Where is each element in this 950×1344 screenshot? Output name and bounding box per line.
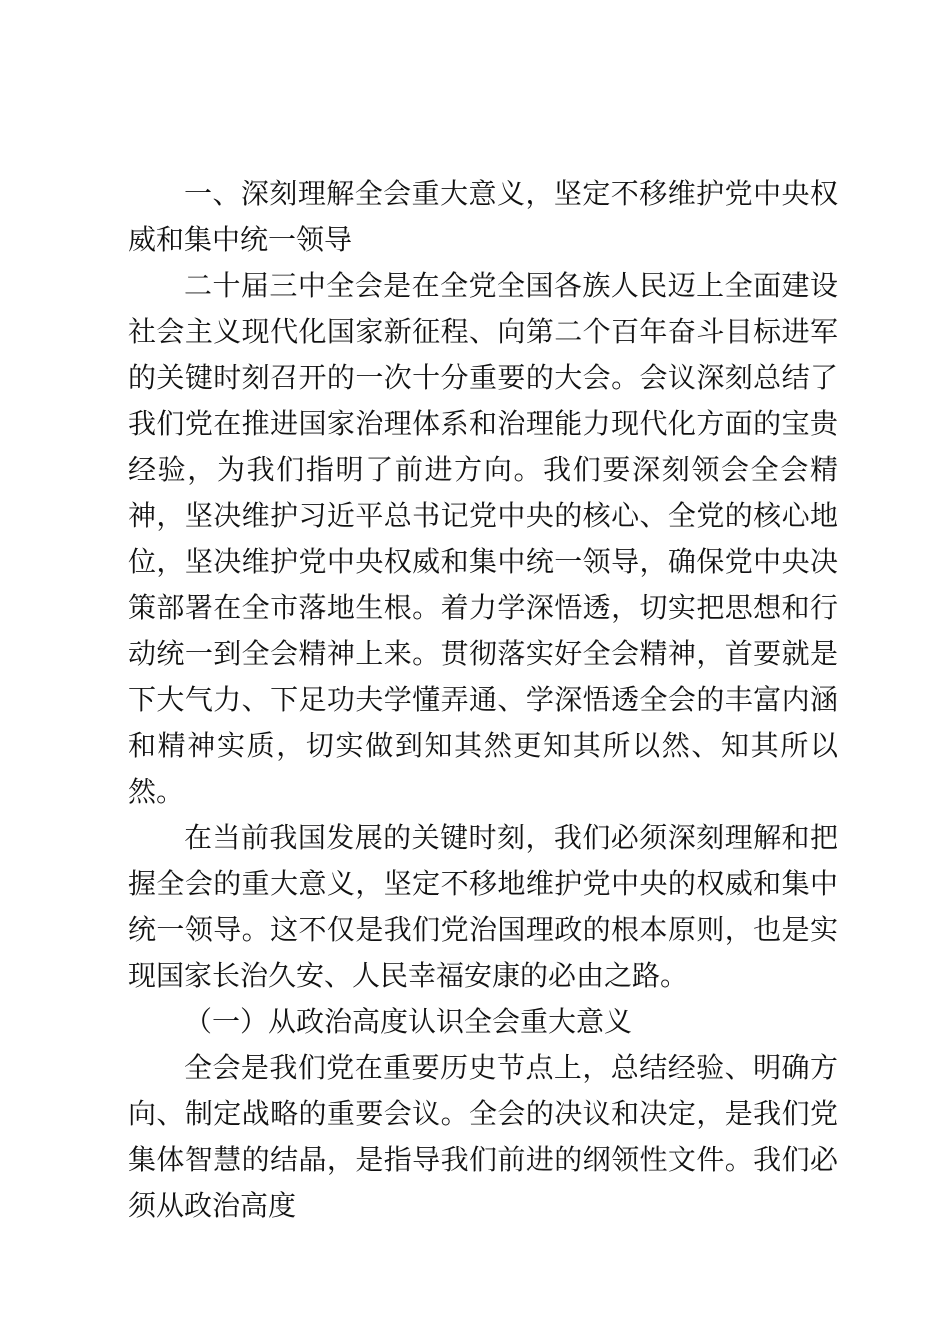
section-heading: 一、深刻理解全会重大意义，坚定不移维护党中央权威和集中统一领导 <box>128 177 838 256</box>
body-paragraph: 二十届三中全会是在全党全国各族人民迈上全面建设社会主义现代化国家新征程、向第二个百年奋斗目标进军的关键时刻召开的一次十分重要的大会。会议深刻总结了我们党在推进国家治理体系和治理能力现代化方面的宝贵经验，为我们指明了前进方向。我们要深刻领会全会精神，坚决维护习近平总书记党中央的核心、全党的核心地位，坚决维护党中央权威和集中统一领导，确保党中央决策部署在全市落地生根。着力学深悟透，切实把思想和行动统一到全会精神上来。贯彻落实好全会精神，首要就是下大气力、下足功夫学懂弄通、学深悟透全会的丰富内涵和精神实质，切实做到知其然更知其所以然、知其所以然。 <box>128 269 838 808</box>
body-paragraph: 全会是我们党在重要历史节点上，总结经验、明确方向、制定战略的重要会议。全会的决议和决定，是我们党集体智慧的结晶，是指导我们前进的纲领性文件。我们必须从政治高度 <box>128 1051 838 1222</box>
subsection-heading: （一）从政治高度认识全会重大意义 <box>184 1005 633 1038</box>
body-paragraph: 在当前我国发展的关键时刻，我们必须深刻理解和把握全会的重大意义，坚定不移地维护党中央的权威和集中统一领导。这不仅是我们党治国理政的根本原则，也是实现国家长治久安、人民幸福安康的必由之路。 <box>128 821 838 992</box>
document-body <box>128 171 838 1229</box>
